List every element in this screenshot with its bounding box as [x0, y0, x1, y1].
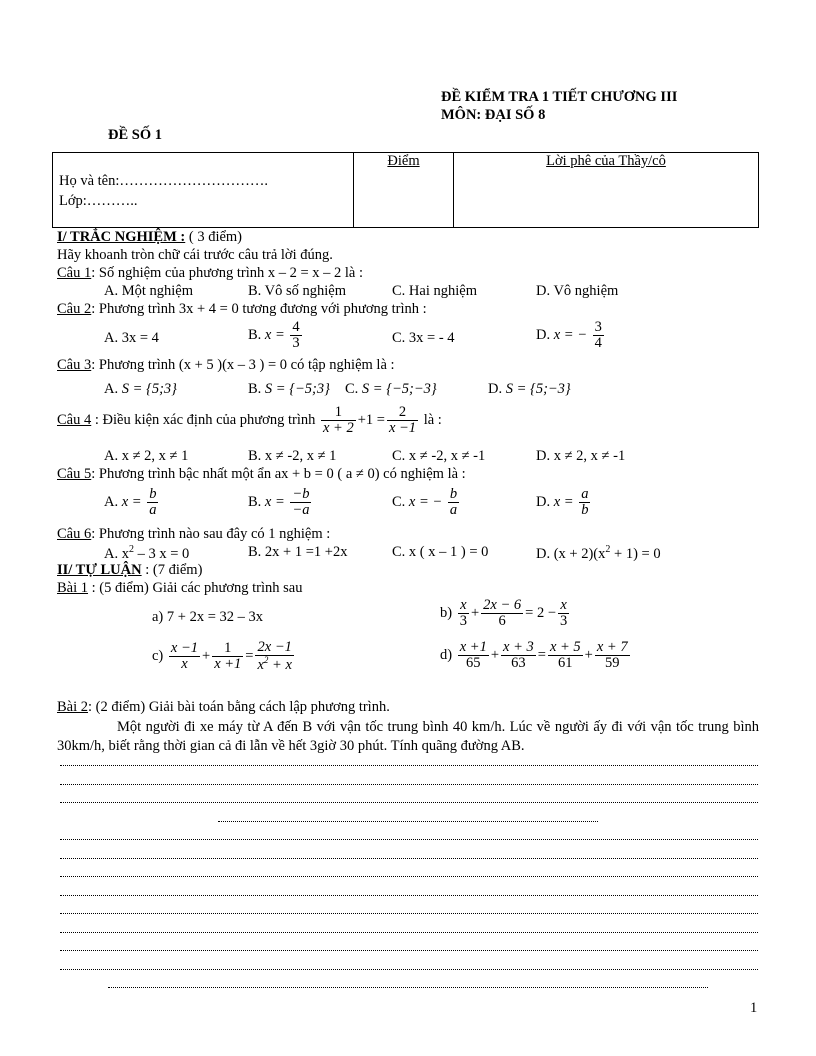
question-1 [57, 265, 363, 282]
question-1-label: Câu 1 [57, 265, 92, 281]
answer-line[interactable] [60, 950, 758, 952]
class-field[interactable]: Lớp:……….. [59, 193, 138, 209]
ex1d-fraction-2 [501, 640, 536, 671]
exercise-2-line-2: trung bình 30km/h, biết rằng thời gian cả đi lẫn về hết 3giờ 30 phút. Tính quãng đường AB. [57, 719, 759, 754]
q6-option-d[interactable] [536, 544, 661, 563]
ex1c-f2-num: 1 [212, 641, 243, 657]
q4-f2-num: 2 [387, 405, 418, 421]
score-header: Điểm [387, 153, 420, 169]
q2-d-var: x = − [553, 327, 587, 344]
section2-title: II/ TỰ LUẬN [57, 562, 142, 578]
ex1d-f3-den: 61 [558, 655, 573, 672]
exercise-1b [440, 598, 571, 629]
ex1d-fraction-1 [458, 640, 489, 671]
section1-heading [57, 229, 242, 246]
q3-option-a[interactable] [104, 381, 177, 398]
ex1d-plus1: + [490, 647, 500, 664]
q2-option-b[interactable] [248, 320, 304, 351]
ex1d-f4-den: 59 [604, 655, 620, 672]
q3-a-set: S = {5;3} [121, 381, 177, 397]
ex1b-fraction-1 [458, 598, 469, 629]
q2-option-d[interactable] [536, 320, 606, 351]
comment-header: Lời phê của Thầy/cô [546, 153, 666, 169]
ex1b-plus: + [470, 605, 480, 622]
question-3-text: : Phương trình (x + 5 )(x – 3 ) = 0 có tập nghiệm là : [91, 357, 395, 373]
exercise-1-heading [57, 580, 302, 597]
q6-d-prefix: D. (x + 2)(x [536, 545, 606, 562]
ex1d-f1-num: x +1 [459, 639, 487, 655]
q3-option-c[interactable] [345, 381, 437, 398]
ex1b-f2-num: 2x − 6 [483, 597, 522, 613]
ex1c-fraction-3 [255, 640, 293, 673]
exam-subject: MÔN: ĐẠI SỐ 8 [441, 107, 546, 123]
ex1d-f4-num: x + 7 [596, 639, 628, 655]
ex1c-plus: + [202, 647, 211, 664]
q5-c-prefix: C. [392, 494, 409, 511]
section2-points: : (7 điểm) [141, 562, 203, 578]
q3-c-prefix: C. [345, 381, 362, 397]
ex1c-f1-den: x [181, 656, 188, 673]
answer-line[interactable] [60, 969, 758, 971]
q2-d-fraction [593, 320, 604, 351]
q5-a-fraction [147, 487, 158, 518]
q4-f1-den: x + 2 [322, 420, 354, 437]
q5-a-den: a [149, 502, 157, 519]
ex1d-plus2: + [584, 647, 593, 664]
exam-title: ĐỀ KIỂM TRA 1 TIẾT CHƯƠNG III [441, 89, 678, 105]
ex1c-f3-num: 2x −1 [255, 640, 293, 656]
q4-fraction-1 [321, 405, 356, 436]
q5-d-num: a [581, 486, 589, 502]
exercise-1c [152, 640, 296, 673]
ex1c-eq: = [245, 647, 254, 664]
exam-number: ĐỀ SỐ 1 [108, 127, 162, 143]
q3-d-prefix: D. [488, 381, 506, 397]
section1-instruction: Hãy khoanh tròn chữ cái trước câu trả lời đúng. [57, 247, 333, 263]
question-4-text-pre: : Điều kiện xác định của phương trình [91, 412, 319, 429]
q4-option-b[interactable]: B. x ≠ -2, x ≠ 1 [248, 448, 337, 464]
question-5-text: : Phương trình bậc nhất một ẩn ax + b = 0 ( a ≠ 0) có nghiệm là : [91, 466, 466, 482]
ex1d-f2-den: 63 [511, 655, 526, 672]
q3-c-set: S = {−5;−3} [361, 381, 437, 397]
q4-option-c[interactable]: C. x ≠ -2, x ≠ -1 [392, 448, 486, 464]
answer-line[interactable] [60, 839, 758, 841]
answer-line[interactable] [60, 765, 758, 767]
q6-a-sup: 2 [128, 544, 134, 555]
exercise-1-label: Bài 1 [57, 580, 89, 596]
ex1d-fraction-4 [595, 640, 630, 671]
q2-option-c[interactable]: C. 3x = - 4 [392, 330, 455, 346]
section2-heading [57, 562, 202, 579]
exercise-2-label: Bài 2 [57, 699, 89, 715]
answer-line[interactable] [60, 858, 758, 860]
q1-option-b[interactable]: B. Vô số nghiệm [248, 283, 347, 299]
ex1c-f3-den [255, 656, 293, 673]
q2-b-num: 4 [292, 319, 300, 335]
exercise-1d [440, 640, 632, 671]
student-info-cell [53, 153, 354, 228]
ex1b-mid: = 2 − [525, 605, 556, 622]
answer-line[interactable] [60, 876, 758, 878]
question-6 [57, 526, 330, 543]
q2-b-den: 3 [292, 335, 300, 352]
question-5-label: Câu 5 [57, 466, 92, 482]
answer-line[interactable] [108, 987, 708, 989]
ex1c-fraction-2 [212, 641, 243, 672]
question-2-text: : Phương trình 3x + 4 = 0 tương đương với phương trình : [91, 301, 427, 317]
q5-option-d[interactable] [536, 487, 592, 518]
q1-option-c[interactable]: C. Hai nghiệm [392, 283, 477, 299]
ex1b-f3-den: 3 [560, 613, 568, 630]
ex1d-eq: = [537, 647, 546, 664]
q3-d-set: S = {5;−3} [505, 381, 571, 397]
question-1-text: : Số nghiệm của phương trình x – 2 = x – 2 là : [91, 265, 364, 281]
question-4-label: Câu 4 [57, 412, 92, 429]
q3-b-prefix: B. [248, 381, 265, 397]
answer-line[interactable] [60, 802, 758, 804]
answer-line[interactable] [218, 821, 598, 823]
ex1c-f3-den-base: x [257, 657, 264, 674]
exercise-2-problem [57, 718, 759, 756]
question-4 [57, 405, 442, 436]
q3-b-set: S = {−5;3} [264, 381, 330, 397]
answer-line[interactable] [60, 895, 758, 897]
q5-b-prefix: B. [248, 494, 265, 511]
section1-title: I/ TRẮC NGHIỆM : [57, 229, 186, 245]
q5-option-a[interactable] [104, 487, 160, 518]
q5-b-fraction [290, 487, 311, 518]
exercise-2-line-1: Một người đi xe máy từ A đến B với vận tốc trung bình 40 km/h. Lúc về người ấy đi với vận tốc [117, 719, 694, 735]
q5-d-fraction [579, 487, 590, 518]
q4-f2-den: x −1 [388, 420, 417, 437]
q3-option-d[interactable] [488, 381, 571, 398]
q5-option-c[interactable] [392, 487, 461, 518]
q2-b-prefix: B. [248, 327, 265, 344]
ex1b-f1-num: x [458, 598, 469, 614]
ex1c-f2-den: x +1 [214, 656, 242, 673]
q2-b-fraction [290, 320, 301, 351]
ex1d-f2-num: x + 3 [503, 639, 534, 655]
question-2 [57, 301, 427, 318]
question-3 [57, 357, 395, 374]
q5-d-prefix: D. [536, 494, 554, 511]
q5-c-var: x = − [408, 494, 443, 511]
q5-b-den: −a [292, 502, 310, 519]
q2-d-den: 4 [594, 335, 602, 352]
exercise-1-text: : (5 điểm) Giải các phương trình sau [88, 580, 303, 596]
q6-a-prefix: A. x [104, 545, 129, 562]
question-6-label: Câu 6 [57, 526, 92, 542]
ex1d-fraction-3 [548, 640, 583, 671]
q4-f1-num: 1 [321, 405, 356, 421]
q5-b-var: x = [264, 494, 285, 511]
ex1c-f3-den-sup: 2 [263, 655, 269, 666]
ex1b-f1-den: 3 [459, 613, 467, 630]
answer-line[interactable] [60, 932, 758, 934]
exercise-1a: a) 7 + 2x = 32 – 3x [152, 609, 263, 625]
q5-a-num: b [149, 486, 157, 502]
answer-line[interactable] [60, 913, 758, 915]
ex1d-f1-den: 65 [466, 655, 481, 672]
exercise-2-text: : (2 điểm) Giải bài toán bằng cách lập phương trình. [88, 699, 390, 715]
q1-option-d[interactable]: D. Vô nghiệm [536, 283, 619, 299]
q4-mid: +1 = [357, 412, 385, 429]
question-6-text: : Phương trình nào sau đây có 1 nghiệm : [91, 526, 331, 542]
q6-a-post: – 3 x = 0 [133, 545, 190, 562]
q4-option-d[interactable]: D. x ≠ 2, x ≠ -1 [536, 448, 626, 464]
q5-a-var: x = [121, 494, 142, 511]
ex1b-prefix: b) [440, 605, 453, 622]
page-number: 1 [750, 1000, 758, 1016]
ex1c-prefix: c) [152, 647, 164, 664]
question-2-label: Câu 2 [57, 301, 92, 317]
exercise-2-heading [57, 699, 390, 716]
q1-option-a[interactable]: A. Một nghiệm [104, 283, 194, 299]
q5-c-fraction [448, 487, 459, 518]
ex1b-f3-num: x [558, 598, 569, 614]
question-5 [57, 466, 466, 483]
ex1d-prefix: d) [440, 647, 453, 664]
ex1b-fraction-3 [558, 598, 569, 629]
score-cell [354, 153, 454, 228]
q3-a-prefix: A. [104, 381, 122, 397]
q4-fraction-2 [387, 405, 418, 436]
ex1c-fraction-1 [169, 641, 200, 672]
student-info-table [52, 152, 759, 228]
question-3-label: Câu 3 [57, 357, 92, 373]
q5-d-den: b [581, 502, 589, 519]
q4-option-a[interactable]: A. x ≠ 2, x ≠ 1 [104, 448, 189, 464]
ex1c-f1-num: x −1 [170, 639, 198, 656]
ex1d-f3-num: x + 5 [549, 639, 581, 655]
q2-d-prefix: D. [536, 327, 554, 344]
section1-points: ( 3 điểm) [185, 229, 243, 245]
q5-c-den: a [449, 502, 458, 519]
q2-option-a[interactable]: A. 3x = 4 [104, 330, 159, 346]
ex1b-f2-den: 6 [498, 613, 506, 630]
q6-option-c[interactable]: C. x ( x – 1 ) = 0 [392, 544, 489, 560]
ex1b-fraction-2 [481, 598, 523, 629]
comment-cell [454, 153, 759, 228]
question-4-text-post: là : [420, 412, 442, 429]
q5-d-var: x = [553, 494, 574, 511]
q5-a-prefix: A. [104, 494, 122, 511]
q6-d-sup: 2 [605, 544, 611, 555]
q5-c-num: b [449, 486, 458, 502]
q6-option-a[interactable] [104, 544, 189, 563]
q5-option-b[interactable] [248, 487, 313, 518]
q5-b-num: −b [292, 486, 310, 502]
answer-line[interactable] [60, 784, 758, 786]
q3-option-b[interactable] [248, 381, 330, 398]
q2-b-var: x = [264, 327, 285, 344]
q6-d-post: + 1) = 0 [610, 545, 661, 562]
ex1c-f3-den-rest: + x [268, 657, 292, 674]
q6-option-b[interactable]: B. 2x + 1 =1 +2x [248, 544, 348, 560]
name-field[interactable]: Họ và tên:…………………………. [59, 173, 269, 189]
q2-d-num: 3 [594, 319, 602, 335]
